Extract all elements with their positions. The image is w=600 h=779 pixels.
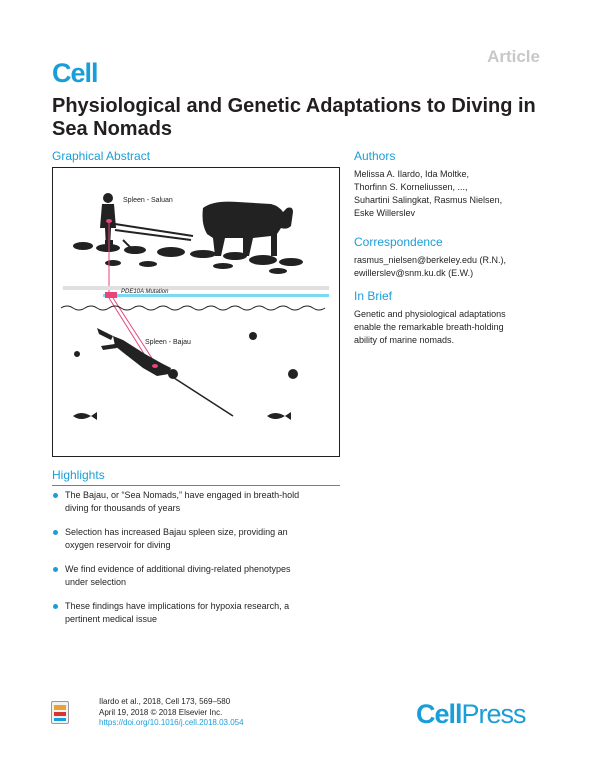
citation-date-copyright: April 19, 2018 © 2018 Elsevier Inc.: [99, 707, 223, 717]
bullet-icon: [53, 530, 58, 535]
authors-line: Eske Willerslev: [354, 208, 416, 218]
authors-list: [354, 168, 554, 220]
authors-heading: Authors: [354, 149, 396, 163]
label-spleen-saluan: Spleen - Saluan: [123, 197, 173, 204]
bullet-icon: [53, 493, 58, 498]
in-brief-heading: In Brief: [354, 289, 393, 303]
check-for-updates-icon-band: [54, 705, 66, 710]
highlight-item: [52, 489, 342, 515]
graphical-abstract-illustration: [53, 168, 339, 456]
highlight-line: pertinent medical issue: [65, 614, 158, 624]
label-pde10a-mutation: PDE10A Mutation: [121, 289, 169, 295]
in-brief-line: Genetic and physiological adaptations: [354, 309, 506, 319]
check-for-updates-icon-band: [54, 712, 66, 716]
graphical-abstract-heading: Graphical Abstract: [52, 149, 151, 163]
spleen-marker-bottom: [152, 364, 158, 368]
highlight-item: [52, 563, 342, 589]
highlight-line: Selection has increased Bajau spleen size, providing an: [65, 527, 288, 537]
highlight-line: under selection: [65, 577, 127, 587]
citation-block: [99, 697, 244, 729]
genome-bar: [63, 286, 329, 290]
citation-doi-link[interactable]: https://doi.org/10.1016/j.cell.2018.03.054: [99, 718, 244, 727]
graphical-abstract-figure: [52, 167, 340, 457]
check-for-updates-icon-band: [54, 718, 66, 721]
highlight-line: The Bajau, or “Sea Nomads,” have engaged in breath-hold: [65, 490, 300, 500]
correspondence-email-nielsen[interactable]: rasmus_nielsen@berkeley.edu (R.N.),: [354, 255, 507, 265]
spear: [171, 376, 233, 416]
water-surface: [61, 306, 325, 310]
correspondence-emails: [354, 254, 554, 280]
highlights-heading: Highlights: [52, 468, 105, 482]
highlight-item: [52, 600, 342, 626]
cellpress-logo-cell: Cell: [416, 699, 462, 729]
paper-title: Physiological and Genetic Adaptations to Diving in Sea Nomads: [52, 95, 536, 140]
in-brief-line: enable the remarkable breath-holding: [354, 322, 504, 332]
correspondence-heading: Correspondence: [354, 235, 443, 249]
correspondence-section: [354, 235, 554, 280]
article-type-label: Article: [487, 47, 540, 66]
highlight-item: [52, 526, 342, 552]
spleen-marker-top: [106, 219, 112, 223]
cell-journal-logo: Cell: [52, 58, 98, 88]
buffalo-silhouette: [203, 202, 294, 256]
highlights-divider: [52, 485, 340, 486]
in-brief-line: ability of marine nomads.: [354, 335, 455, 345]
authors-line: Thorfinn S. Korneliussen, ...,: [354, 182, 468, 192]
highlights-list: [52, 489, 342, 637]
highlight-line: We find evidence of additional diving-related phenotypes: [65, 564, 291, 574]
highlight-line: oxygen reservoir for diving: [65, 540, 171, 550]
authors-line: Suhartini Salingkat, Rasmus Nielsen,: [354, 195, 503, 205]
cellpress-logo-press: Press: [461, 699, 526, 729]
check-for-updates-icon[interactable]: [51, 701, 69, 724]
cellpress-logo: [416, 699, 526, 730]
authors-line: Melissa A. Ilardo, Ida Moltke,: [354, 169, 470, 179]
citation-reference: Ilardo et al., 2018, Cell 173, 569–580: [99, 697, 231, 706]
bullet-icon: [53, 604, 58, 609]
authors-section: [354, 149, 554, 220]
in-brief-text: [354, 308, 554, 347]
highlight-line: diving for thousands of years: [65, 503, 181, 513]
mutation-marker: [105, 292, 117, 298]
in-brief-section: [354, 289, 554, 347]
correspondence-email-willerslev[interactable]: ewillerslev@snm.ku.dk (E.W.): [354, 268, 474, 278]
highlight-line: These findings have implications for hypoxia research, a: [65, 601, 290, 611]
label-spleen-bajau: Spleen - Bajau: [145, 339, 191, 346]
bullet-icon: [53, 567, 58, 572]
